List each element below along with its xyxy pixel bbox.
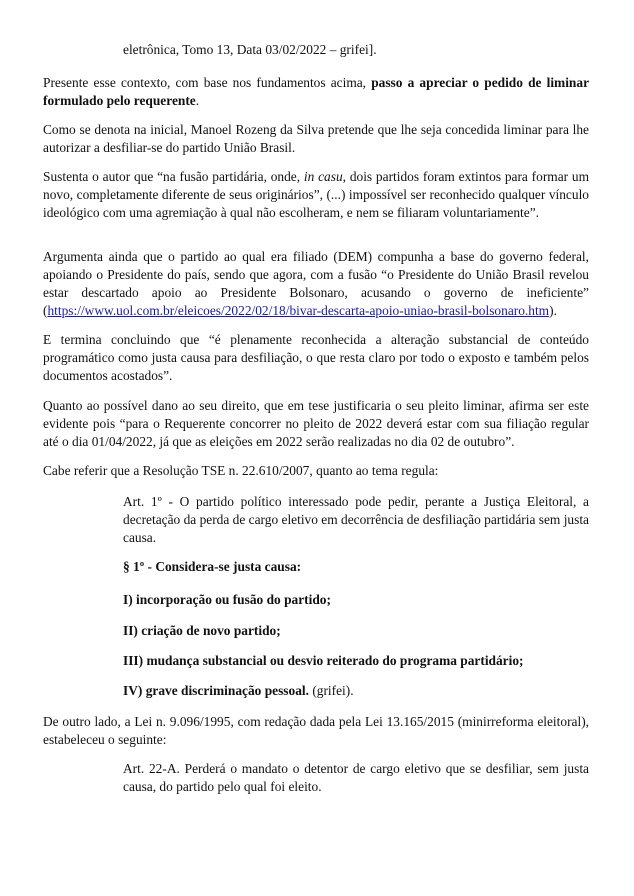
- paragraph-law: [43, 713, 589, 749]
- quote-art22a: [123, 760, 589, 796]
- bold-text: III) mudança substancial ou desvio reiterado do programa partidário;: [123, 653, 524, 668]
- quote-art1: [123, 493, 589, 547]
- bold-text: passo a apreciar o pedido de liminar formulado pelo requerente: [43, 75, 590, 108]
- bold-text: IV) grave discriminação pessoal.: [123, 683, 309, 698]
- quote-text: Art. 1º - O partido político interessado pode pedir, perante a Justiça Eleitoral, a decretação da perda de cargo eletivo em decorrência de desfiliação partidária sem justa causa.: [123, 494, 589, 545]
- paragraph-text: De outro lado, a Lei n. 9.096/1995, com redação dada pela Lei 13.165/2015 (minirreforma eleitoral), estabeleceu o seguinte:: [43, 714, 589, 747]
- paragraph-context: [43, 74, 589, 110]
- news-link[interactable]: https://www.uol.com.br/eleicoes/2022/02/18/bivar-descarta-apoio-uniao-brasil-bolsonaro.htm: [47, 303, 550, 318]
- paragraph-text: Presente esse contexto, com base nos fundamentos acima,: [43, 75, 372, 90]
- bold-text: II) criação de novo partido;: [123, 623, 281, 638]
- paragraph-text: Cabe referir que a Resolução TSE n. 22.610/2007, quanto ao tema regula:: [43, 463, 439, 478]
- quote-item-2: [123, 622, 589, 640]
- bold-text: I) incorporação ou fusão do partido;: [123, 592, 331, 607]
- paragraph-text: ).: [549, 303, 557, 318]
- paragraph-resolution: [43, 462, 589, 480]
- paragraph-argument: [43, 168, 589, 222]
- paragraph-text: , dois partidos foram extintos para formar um novo, completamente diferente de seus originários”, (...) impossível ser reconhecido qualquer vínculo ideológico com uma agremiação à qual não escolheram, e nem se filiaram voluntariamente”.: [43, 169, 590, 220]
- paragraph-text: Quanto ao possível dano ao seu direito, que em tese justificaria o seu pleito liminar, afirma ser este evidente pois “para o Requerente concorrer no pleito de 2022 deverá estar com sua filiação regular até o dia 01/04/2022, já que as eleições em 2022 serão realizadas no dia 02 de outubro”.: [43, 398, 589, 449]
- paragraph-text: Como se denota na inicial, Manoel Rozeng da Silva pretende que lhe seja concedida liminar para lhe autorizar a desfiliar-se do partido União Brasil.: [43, 122, 589, 155]
- paragraph-request: [43, 121, 589, 157]
- quote-text: Art. 22-A. Perderá o mandato o detentor de cargo eletivo que se desfiliar, sem justa causa, do partido pelo qual foi eleito.: [123, 761, 589, 794]
- paragraph-argument-2: [43, 248, 589, 320]
- paragraph-text: .: [195, 93, 200, 108]
- quote-paragraph-1: [123, 558, 589, 576]
- paragraph-text: Argumenta ainda que o partido ao qual era filiado (DEM) compunha a base do governo federal, apoiando o Presidente do país, sendo que agora, com a fusão “o Presidente do União Brasil revelou estar descartado apoio ao Presidente Bolsonaro, acusando o governo de ineficiente” (: [43, 249, 589, 318]
- quote-item-1: [123, 591, 589, 609]
- citation-text: eletrônica, Tomo 13, Data 03/02/2022 – grifei].: [123, 42, 377, 57]
- citation-continuation: [123, 41, 589, 59]
- paragraph-text: E termina concluindo que “é plenamente reconhecida a alteração substancial de conteúdo programático como justa causa para desfiliação, o que resta claro por todo o exposto e também pelos documentos acostados”.: [43, 332, 589, 383]
- italic-text: in casu: [303, 169, 343, 184]
- quote-item-4: [123, 682, 589, 700]
- quote-text: (grifei).: [308, 683, 354, 698]
- bold-text: § 1º - Considera-se justa causa:: [123, 559, 302, 574]
- paragraph-conclusion: [43, 331, 589, 385]
- quote-item-3: [123, 652, 589, 670]
- paragraph-damage: [43, 397, 589, 451]
- paragraph-text: Sustenta o autor que “na fusão partidária, onde,: [43, 169, 304, 184]
